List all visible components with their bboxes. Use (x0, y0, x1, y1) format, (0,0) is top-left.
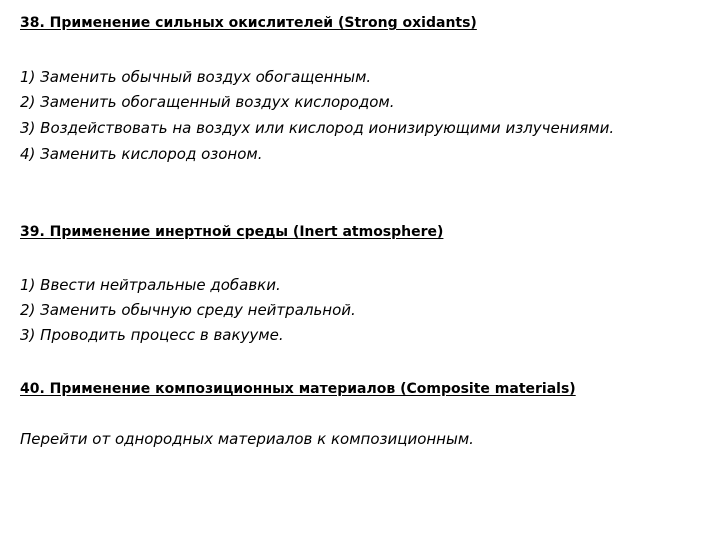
list-item: 3) Проводить процесс в вакууме. (20, 326, 284, 344)
section-heading: 39. Применение инертной среды (Inert atmosphere) (20, 224, 444, 240)
list-item: 4) Заменить кислород озоном. (20, 145, 263, 163)
list-item: 1) Заменить обычный воздух обогащенным. (20, 68, 372, 86)
list-item: 2) Заменить обычную среду нейтральной. (20, 301, 356, 319)
list-item: Перейти от однородных материалов к композиционным. (20, 430, 474, 448)
list-item: 2) Заменить обогащенный воздух кислородом. (20, 93, 395, 111)
section-heading: 40. Применение композиционных материалов (Composite materials) (20, 381, 576, 397)
list-item: 1) Ввести нейтральные добавки. (20, 276, 281, 294)
list-item: 3) Воздействовать на воздух или кислород ионизирующими излучениями. (20, 119, 615, 137)
section-heading: 38. Применение сильных окислителей (Strong oxidants) (20, 15, 477, 31)
